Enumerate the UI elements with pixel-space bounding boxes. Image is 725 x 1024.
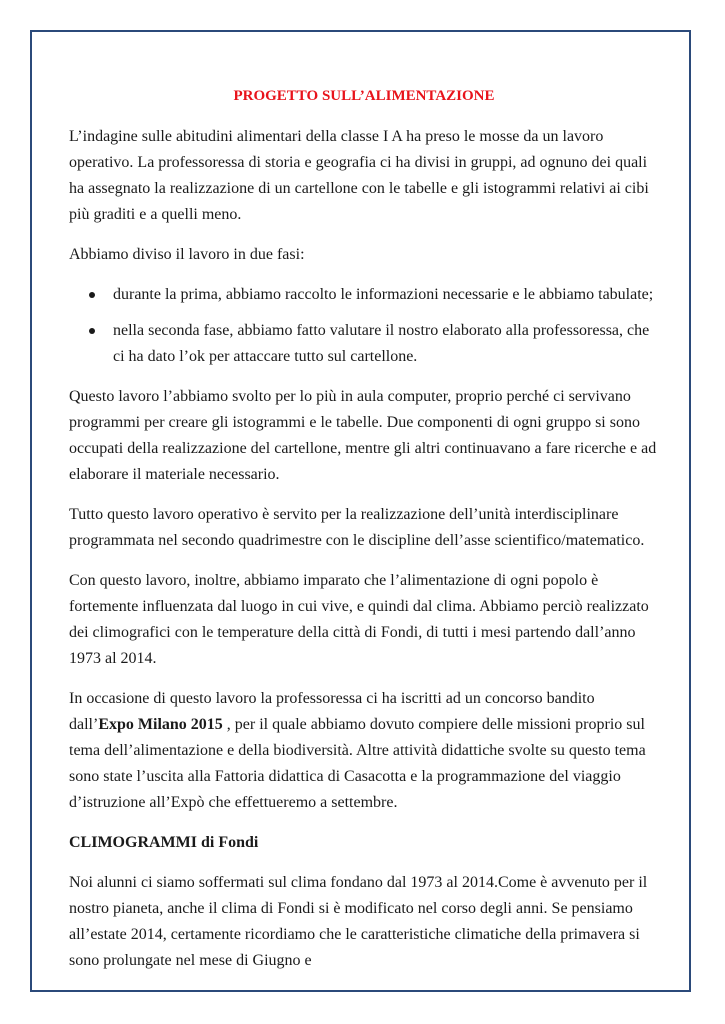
expo-name: Expo Milano 2015: [98, 716, 223, 733]
list-item: durante la prima, abbiamo raccolto le informazioni necessarie e le abbiamo tabulate;: [113, 282, 659, 308]
paragraph-phases-intro: Abbiamo diviso il lavoro in due fasi:: [69, 246, 305, 263]
phases-list: [69, 282, 659, 370]
paragraph-expo: [69, 686, 659, 816]
list-item: nella seconda fase, abbiamo fatto valutare il nostro elaborato alla professoressa, che ci ha dato l’ok per attaccare tutto sul cartellone.: [113, 318, 659, 370]
paragraph-interdisciplinary: Tutto questo lavoro operativo è servito per la realizzazione dell’unità interdisciplinare programmata nel secondo quadrimestre con le discipline dell’asse scientifico/matematico.: [69, 506, 645, 549]
expo-text-after: , per il quale abbiamo dovuto compiere delle missioni proprio sul tema dell’alimentazione e della biodiversità. Altre attività didattiche svolte su questo tema sono state l’uscita alla Fattoria didattica di Casacotta e la programmazione del viaggio d’istruzione all’Expò che effettueremo a settembre.: [69, 716, 646, 811]
expo-text-before: In occasione di questo lavoro la professoressa ci ha iscritti ad un concorso bandito dall’: [69, 690, 595, 733]
paragraph-climate: Con questo lavoro, inoltre, abbiamo imparato che l’alimentazione di ogni popolo è fortemente influenzata dal luogo in cui vive, e quindi dal clima. Abbiamo perciò realizzato dei climografici con le temperature della città di Fondi, di tutti i mesi partendo dall’anno 1973 al 2014.: [69, 572, 649, 667]
document-body: [69, 86, 659, 988]
paragraph-computer-lab: Questo lavoro l’abbiamo svolto per lo più in aula computer, proprio perché ci servivano programmi per creare gli istogrammi e le tabelle. Due componenti di ogni gruppo si sono occupati della realizzazione del cartellone, mentre gli altri continuavano a fare ricerche e ad elaborare il materiale necessario.: [69, 388, 657, 483]
document-title: PROGETTO SULL’ALIMENTAZIONE: [233, 88, 495, 104]
section-heading-climograms: CLIMOGRAMMI di Fondi: [69, 834, 259, 851]
paragraph-fondi-climate: Noi alunni ci siamo soffermati sul clima fondano dal 1973 al 2014.Come è avvenuto per il nostro pianeta, anche il clima di Fondi si è modificato nel corso degli anni. Se pensiamo all’estate 2014, certamente ricordiamo che le caratteristiche climatiche della primavera si sono prolungate nel mese di Giugno e: [69, 874, 648, 969]
paragraph-intro: L’indagine sulle abitudini alimentari della classe I A ha preso le mosse da un lavoro operativo. La professoressa di storia e geografia ci ha divisi in gruppi, ad ognuno dei quali ha assegnato la realizzazione di un cartellone con le tabelle e gli istogrammi relativi ai cibi più graditi e a quelli meno.: [69, 128, 649, 223]
